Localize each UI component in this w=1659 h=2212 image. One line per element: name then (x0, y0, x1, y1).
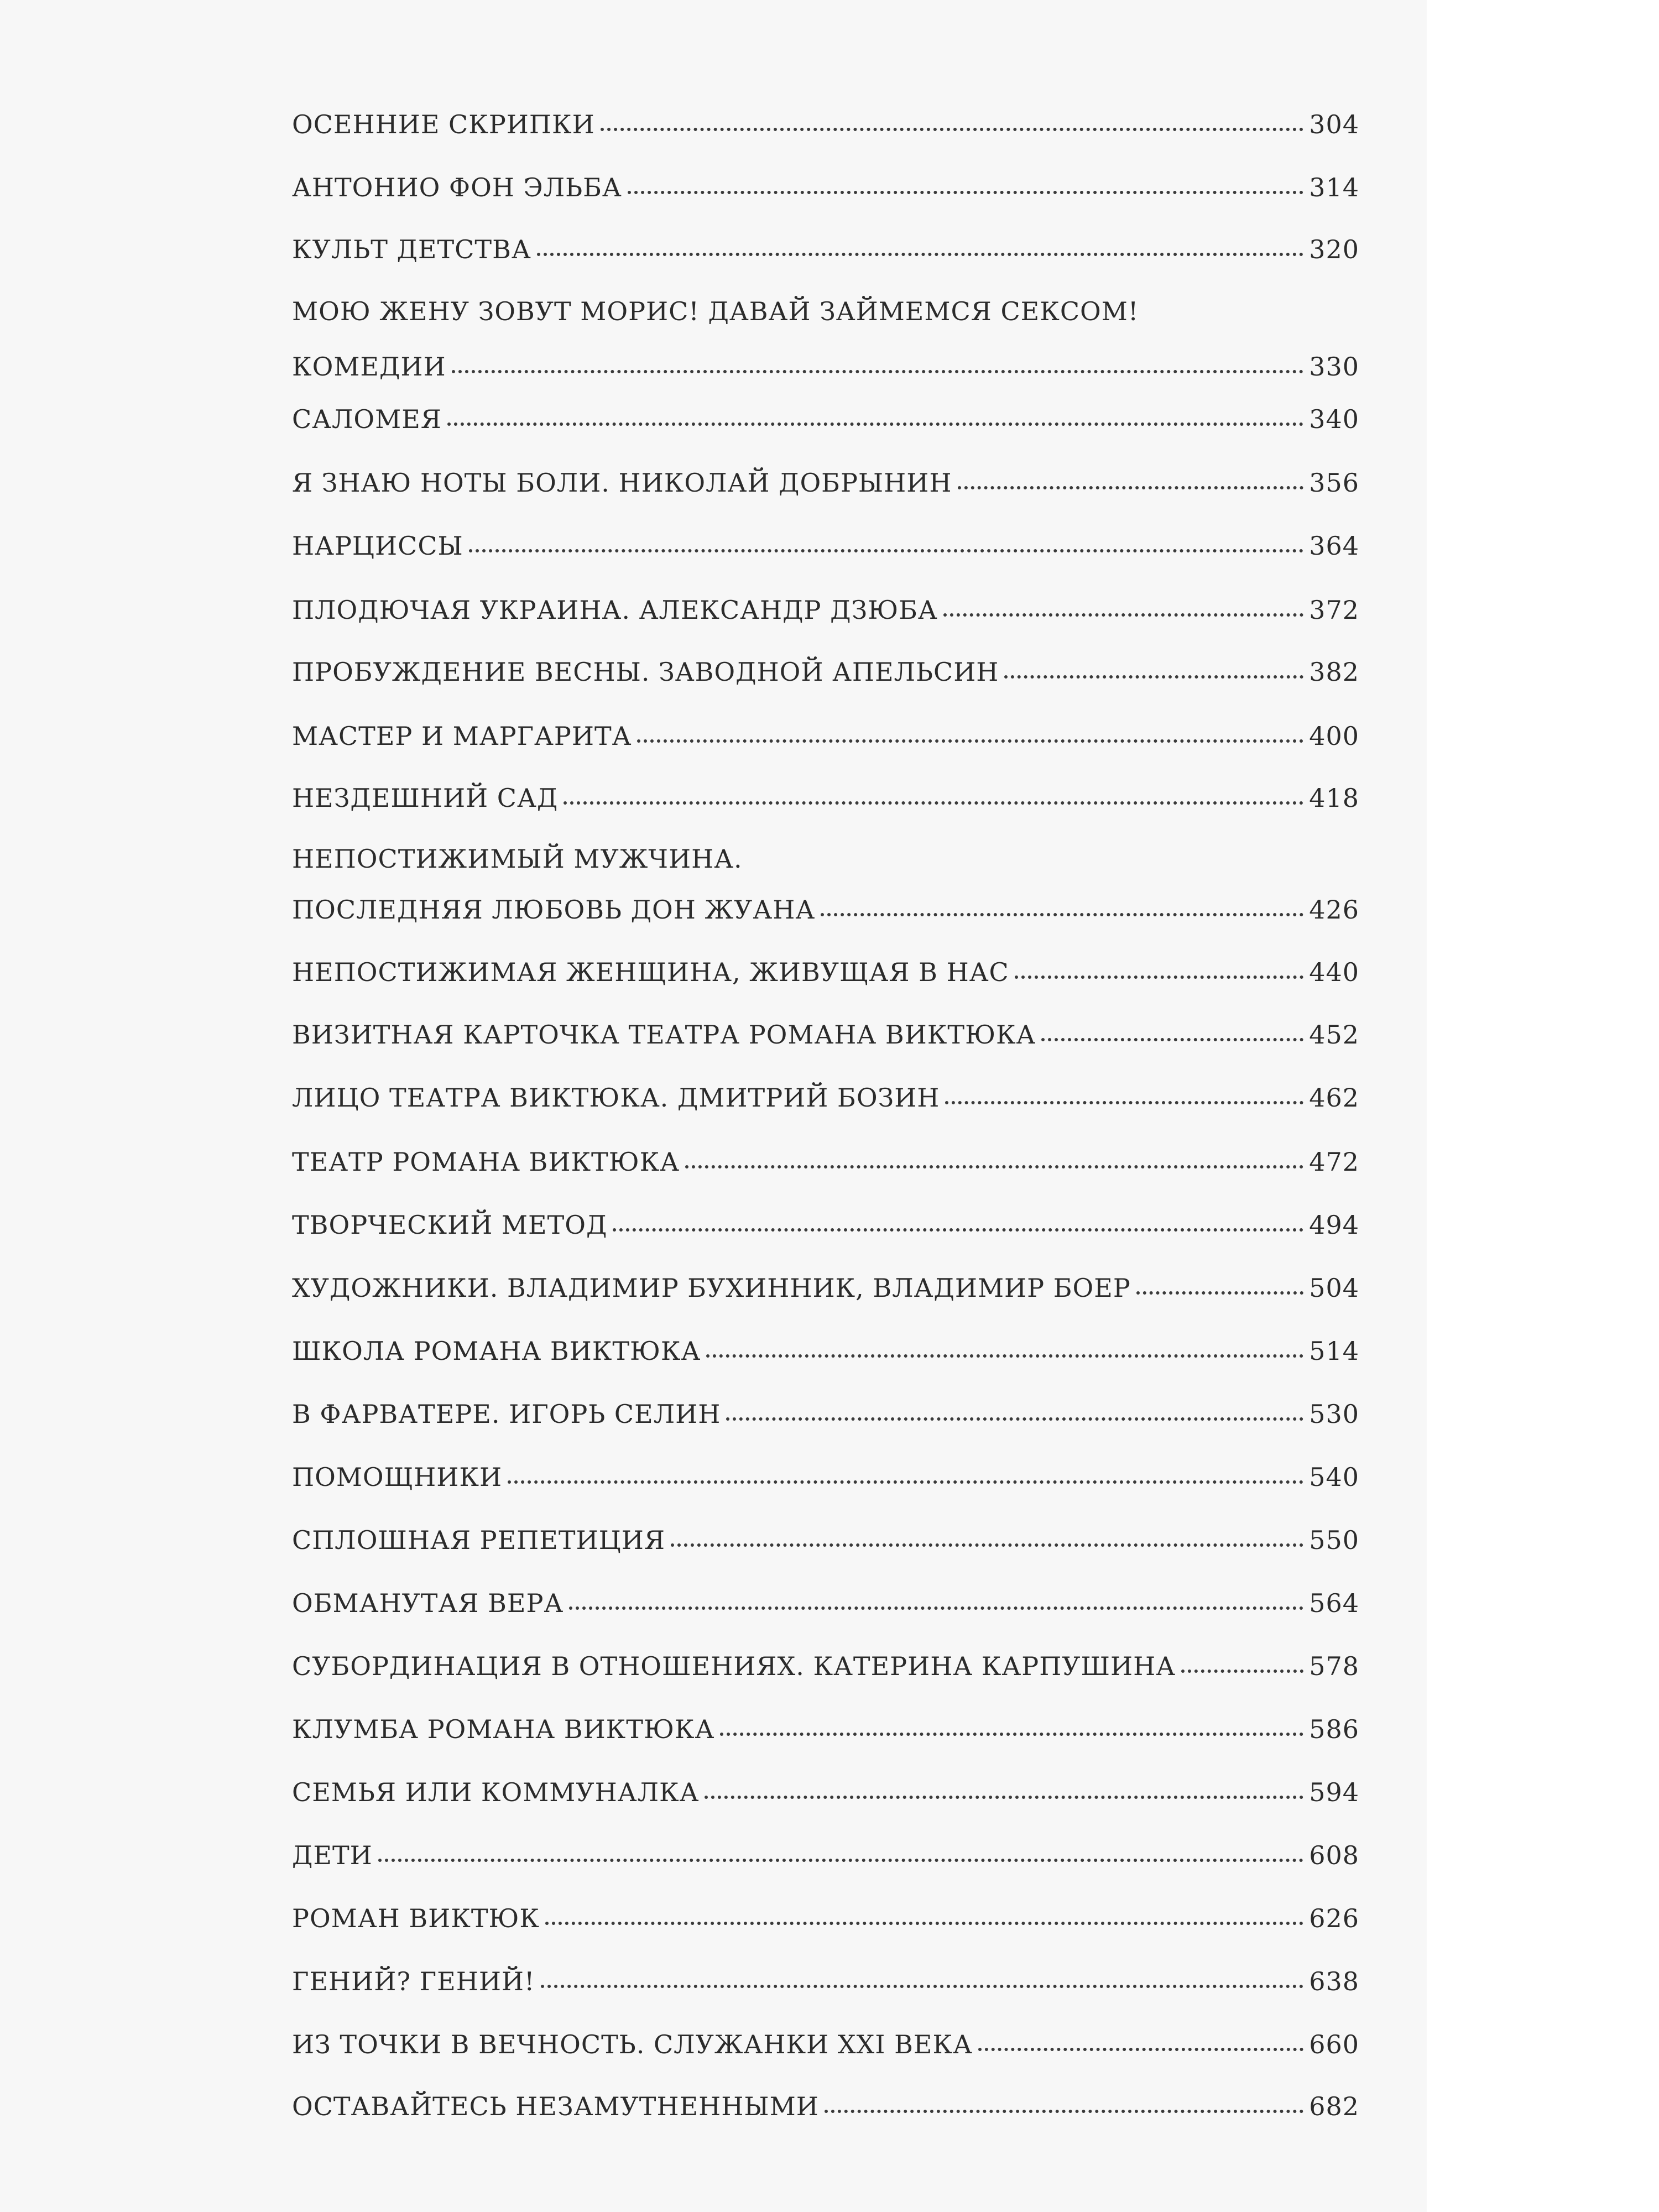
toc-title: КОМЕДИИ (292, 352, 446, 382)
toc-entry (292, 1714, 1359, 1750)
toc-line (292, 1464, 1359, 1498)
toc-entry (292, 1840, 1359, 1876)
toc-title: НЕЗДЕШНИЙ САД (292, 783, 559, 813)
toc-entry-two-line (292, 296, 1359, 387)
toc-leader-dots (601, 128, 1303, 131)
toc-entry (292, 1212, 1359, 1245)
toc-page-number: 626 (1309, 1903, 1359, 1933)
toc-page-number: 356 (1309, 468, 1359, 498)
toc-title: ОСТАВАЙТЕСЬ НЕЗАМУТНЕННЫМИ (292, 2091, 819, 2121)
toc-leader-dots (943, 613, 1303, 617)
toc-title: ОСЕННИЕ СКРИПКИ (292, 109, 595, 139)
toc-page-number: 472 (1309, 1147, 1359, 1177)
toc-line (292, 1275, 1359, 1308)
toc-line (292, 659, 1359, 692)
toc-entry (292, 1022, 1359, 1055)
toc-entry (292, 109, 1359, 145)
toc-entry (292, 2032, 1359, 2065)
toc-line-first (292, 296, 1359, 354)
toc-leader-dots (706, 1354, 1303, 1358)
toc-title-first-line: МОЮ ЖЕНУ ЗОВУТ МОРИС! ДАВАЙ ЗАЙМЕМСЯ СЕКСОМ! (292, 296, 1139, 326)
toc-entry (292, 1338, 1359, 1371)
toc-page-number: 462 (1309, 1083, 1359, 1113)
toc-line-first (292, 846, 1359, 897)
toc-entry (292, 1903, 1359, 1939)
toc-line (292, 2091, 1359, 2127)
toc-entry (292, 1401, 1359, 1434)
toc-leader-dots (978, 2048, 1303, 2051)
toc-leader-dots (628, 191, 1303, 194)
page-margin (1427, 0, 1659, 2212)
toc-title: МАСТЕР И МАРГАРИТА (292, 721, 632, 751)
toc-title: ШКОЛА РОМАНА ВИКТЮКА (292, 1336, 701, 1366)
toc-entry (292, 2091, 1359, 2127)
toc-page-number: 330 (1309, 352, 1359, 382)
toc-page-number: 660 (1309, 2030, 1359, 2059)
toc-page-number: 530 (1309, 1399, 1359, 1429)
toc-entry (292, 597, 1359, 630)
toc-line (292, 1338, 1359, 1371)
toc-line (292, 897, 1359, 930)
toc-leader-dots (825, 2110, 1303, 2113)
toc-line (292, 1149, 1359, 1182)
toc-page-number: 608 (1309, 1840, 1359, 1870)
toc-leader-dots (447, 422, 1303, 426)
toc-entry (292, 406, 1359, 440)
toc-leader-dots (1015, 975, 1303, 979)
toc-leader-dots (720, 1733, 1303, 1736)
toc-page-number: 514 (1309, 1336, 1359, 1366)
toc-line (292, 354, 1359, 387)
toc-title: АНТОНИО ФОН ЭЛЬБА (292, 173, 622, 202)
toc-title: ПЛОДЮЧАЯ УКРАИНА. АЛЕКСАНДР ДЗЮБА (292, 595, 938, 625)
toc-title: ГЕНИЙ? ГЕНИЙ! (292, 1966, 535, 1996)
table-of-contents (292, 0, 1359, 2212)
toc-title: ИЗ ТОЧКИ В ВЕЧНОСТЬ. СЛУЖАНКИ XXI ВЕКА (292, 2030, 973, 2059)
toc-page-number: 578 (1309, 1651, 1359, 1681)
toc-leader-dots (569, 1606, 1303, 1610)
toc-line (292, 1590, 1359, 1624)
toc-line (292, 1085, 1359, 1118)
toc-title: РОМАН ВИКТЮК (292, 1903, 540, 1933)
toc-line (292, 1840, 1359, 1876)
toc-line (292, 1527, 1359, 1561)
toc-entry (292, 1149, 1359, 1182)
toc-page-number: 364 (1309, 531, 1359, 561)
toc-title: СУБОРДИНАЦИЯ В ОТНОШЕНИЯХ. КАТЕРИНА КАРПУШИНА (292, 1651, 1176, 1681)
toc-line (292, 1966, 1359, 2002)
toc-page-number: 638 (1309, 1966, 1359, 1996)
toc-line (292, 785, 1359, 818)
toc-line (292, 1714, 1359, 1750)
toc-entry (292, 959, 1359, 993)
toc-page-number: 340 (1309, 404, 1359, 434)
toc-line (292, 723, 1359, 757)
toc-line (292, 470, 1359, 503)
toc-entry (292, 1966, 1359, 2002)
toc-page-number: 586 (1309, 1714, 1359, 1744)
toc-title: ПОМОЩНИКИ (292, 1462, 503, 1492)
toc-leader-dots (1181, 1670, 1303, 1673)
toc-line (292, 1777, 1359, 1813)
toc-line (292, 1903, 1359, 1939)
toc-entry (292, 723, 1359, 757)
toc-title: СПЛОШНАЯ РЕПЕТИЦИЯ (292, 1525, 666, 1555)
toc-leader-dots (705, 1796, 1303, 1799)
toc-entry (292, 1085, 1359, 1118)
toc-line (292, 1653, 1359, 1687)
toc-entry-two-line (292, 846, 1359, 930)
toc-line (292, 533, 1359, 566)
toc-line (292, 597, 1359, 630)
toc-title: Я ЗНАЮ НОТЫ БОЛИ. НИКОЛАЙ ДОБРЫНИН (292, 468, 952, 498)
toc-page-number: 682 (1309, 2091, 1359, 2121)
toc-title: ПРОБУЖДЕНИЕ ВЕСНЫ. ЗАВОДНОЙ АПЕЛЬСИН (292, 657, 999, 687)
toc-title: КУЛЬТ ДЕТСТВА (292, 234, 531, 264)
toc-page-number: 304 (1309, 109, 1359, 139)
toc-entry (292, 470, 1359, 503)
toc-title: САЛОМЕЯ (292, 404, 442, 434)
toc-line (292, 109, 1359, 145)
toc-leader-dots (1041, 1038, 1303, 1041)
toc-leader-dots (469, 549, 1303, 552)
toc-title: ДЕТИ (292, 1840, 373, 1870)
toc-entry (292, 1527, 1359, 1561)
toc-page-number: 550 (1309, 1525, 1359, 1555)
toc-leader-dots (537, 253, 1303, 256)
toc-leader-dots (945, 1101, 1303, 1104)
toc-entry (292, 785, 1359, 818)
toc-page-number: 564 (1309, 1588, 1359, 1618)
toc-page-number: 494 (1309, 1210, 1359, 1240)
toc-leader-dots (613, 1228, 1303, 1232)
toc-page-number: 382 (1309, 657, 1359, 687)
toc-leader-dots (726, 1417, 1303, 1421)
toc-leader-dots (452, 370, 1304, 373)
toc-line (292, 2032, 1359, 2065)
toc-page-number: 504 (1309, 1273, 1359, 1303)
toc-page-number: 372 (1309, 595, 1359, 625)
toc-title: ВИЗИТНАЯ КАРТОЧКА ТЕАТРА РОМАНА ВИКТЮКА (292, 1020, 1036, 1050)
toc-entry (292, 1590, 1359, 1624)
toc-leader-dots (671, 1543, 1303, 1547)
toc-entry (292, 1653, 1359, 1687)
toc-page-number: 320 (1309, 234, 1359, 264)
toc-line (292, 175, 1359, 208)
toc-page-number: 540 (1309, 1462, 1359, 1492)
toc-title: СЕМЬЯ ИЛИ КОММУНАЛКА (292, 1777, 700, 1807)
toc-leader-dots (508, 1480, 1303, 1484)
toc-line (292, 1401, 1359, 1434)
toc-leader-dots (637, 739, 1303, 743)
toc-title: ЛИЦО ТЕАТРА ВИКТЮКА. ДМИТРИЙ БОЗИН (292, 1083, 940, 1113)
toc-title: НАРЦИССЫ (292, 531, 463, 561)
toc-page-number: 594 (1309, 1777, 1359, 1807)
toc-leader-dots (821, 913, 1303, 916)
toc-title: В ФАРВАТЕРЕ. ИГОРЬ СЕЛИН (292, 1399, 721, 1429)
toc-title: ТЕАТР РОМАНА ВИКТЮКА (292, 1147, 680, 1177)
toc-page-number: 400 (1309, 721, 1359, 751)
toc-entry (292, 175, 1359, 208)
toc-title-first-line: НЕПОСТИЖИМЫЙ МУЖЧИНА. (292, 844, 743, 874)
toc-leader-dots (378, 1859, 1303, 1862)
toc-page-number: 426 (1309, 895, 1359, 925)
toc-leader-dots (564, 801, 1303, 805)
toc-entry (292, 1275, 1359, 1308)
toc-page-number: 452 (1309, 1020, 1359, 1050)
toc-leader-dots (685, 1165, 1303, 1168)
toc-entry (292, 1777, 1359, 1813)
toc-leader-dots (541, 1985, 1304, 1988)
toc-entry (292, 659, 1359, 692)
toc-leader-dots (1004, 675, 1303, 679)
toc-title: ТВОРЧЕСКИЙ МЕТОД (292, 1210, 608, 1240)
toc-page-number: 440 (1309, 957, 1359, 987)
toc-title: ХУДОЖНИКИ. ВЛАДИМИР БУХИННИК, ВЛАДИМИР БОЕР (292, 1273, 1131, 1303)
toc-line (292, 406, 1359, 440)
toc-line (292, 234, 1359, 270)
toc-title: НЕПОСТИЖИМАЯ ЖЕНЩИНА, ЖИВУЩАЯ В НАС (292, 957, 1009, 987)
toc-line (292, 959, 1359, 993)
toc-title: ОБМАНУТАЯ ВЕРА (292, 1588, 564, 1618)
toc-line (292, 1212, 1359, 1245)
toc-page-number: 314 (1309, 173, 1359, 202)
toc-entry (292, 1464, 1359, 1498)
toc-leader-dots (958, 486, 1304, 489)
toc-title: ПОСЛЕДНЯЯ ЛЮБОВЬ ДОН ЖУАНА (292, 895, 816, 925)
toc-entry (292, 234, 1359, 270)
toc-leader-dots (545, 1922, 1303, 1925)
toc-page-number: 418 (1309, 783, 1359, 813)
toc-line (292, 1022, 1359, 1055)
toc-entry (292, 533, 1359, 566)
toc-title: КЛУМБА РОМАНА ВИКТЮКА (292, 1714, 715, 1744)
toc-leader-dots (1136, 1291, 1303, 1295)
